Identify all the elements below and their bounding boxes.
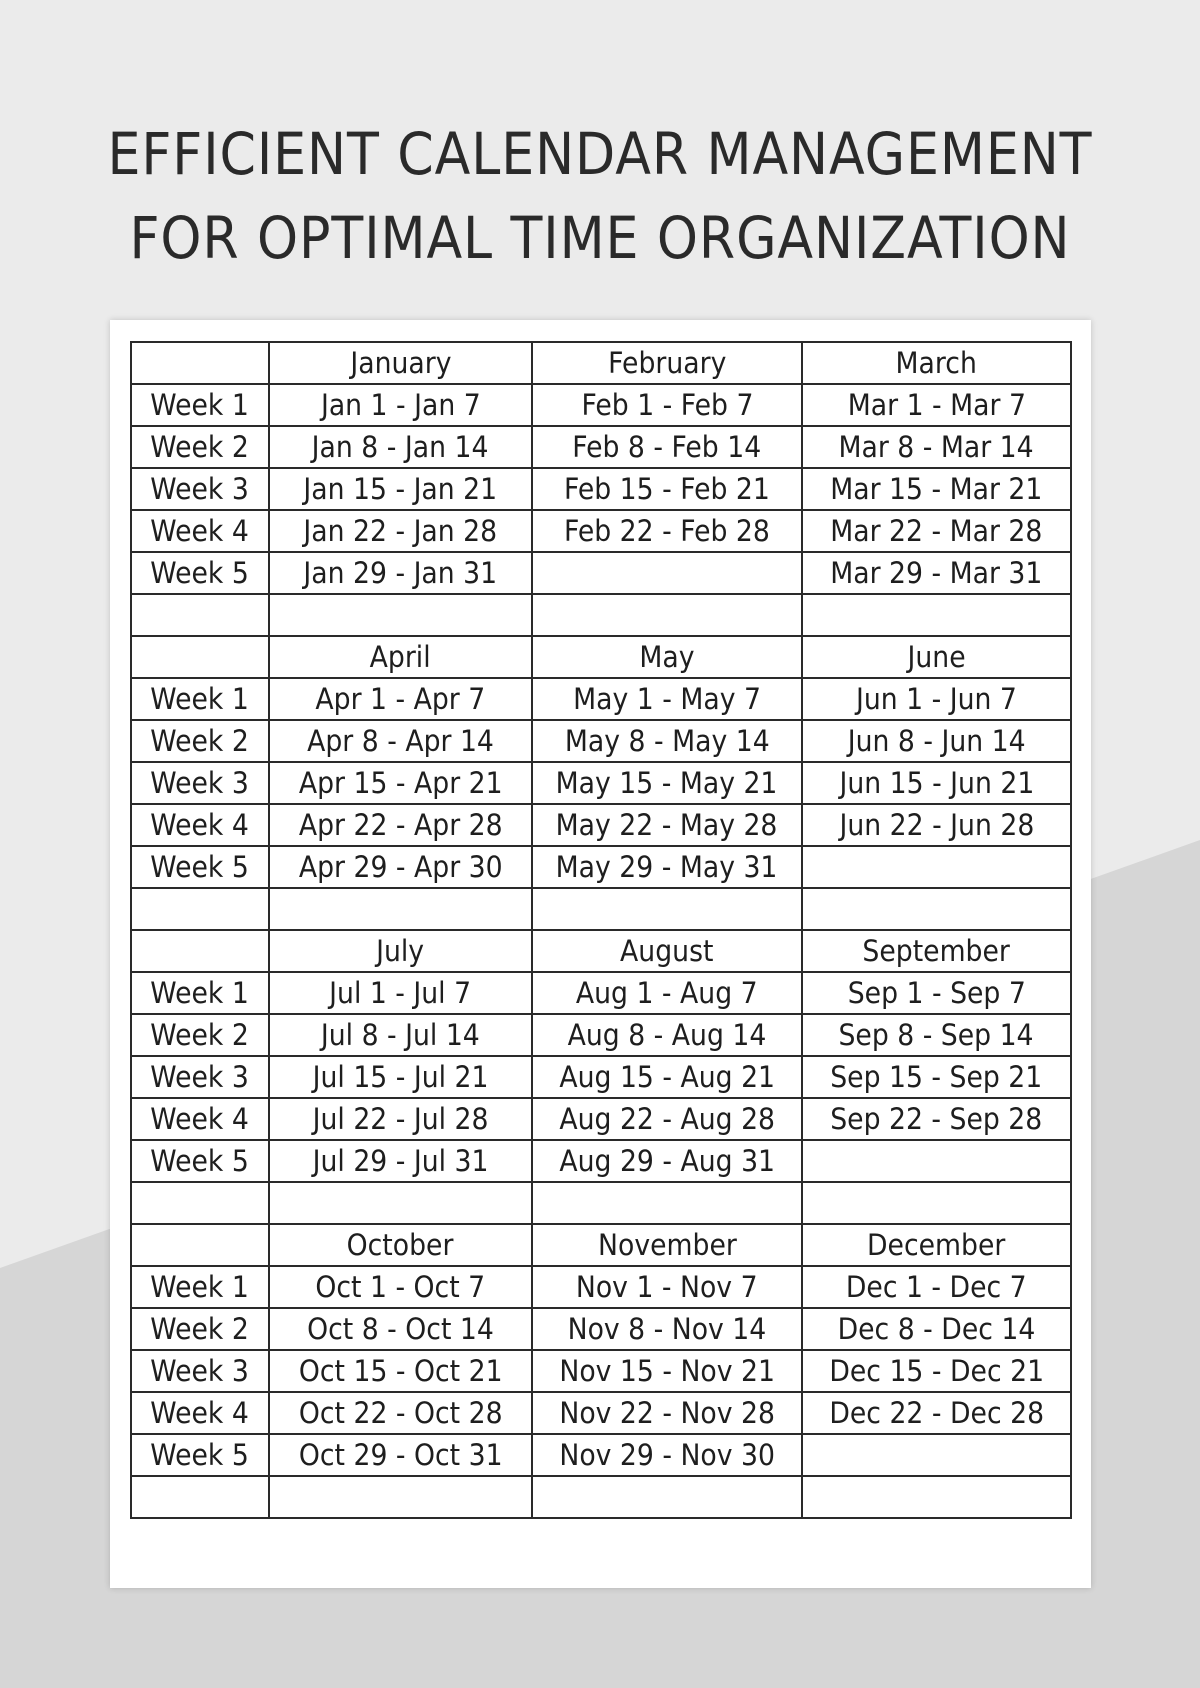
month-header xyxy=(269,1224,532,1266)
blank-cell xyxy=(532,888,802,930)
date-range: Feb 22 - Feb 28 xyxy=(564,514,770,548)
blank-row xyxy=(131,594,1071,636)
calendar-sheet xyxy=(110,320,1091,1588)
date-range-cell xyxy=(802,1014,1071,1056)
week-row xyxy=(131,1392,1071,1434)
date-range-cell xyxy=(269,426,532,468)
date-range-cell xyxy=(269,678,532,720)
week-row xyxy=(131,1266,1071,1308)
week-label: Week 4 xyxy=(150,1102,250,1136)
month-name: June xyxy=(907,640,966,674)
calendar-table xyxy=(130,341,1072,1519)
blank-cell xyxy=(532,594,802,636)
date-range: Sep 1 - Sep 7 xyxy=(847,976,1026,1010)
date-range-cell xyxy=(532,678,802,720)
month-name: September xyxy=(862,934,1011,968)
date-range-cell xyxy=(532,426,802,468)
week-label: Week 4 xyxy=(150,1396,250,1430)
week-row xyxy=(131,804,1071,846)
date-range: May 29 - May 31 xyxy=(556,850,778,884)
date-range-cell xyxy=(269,1266,532,1308)
month-header-row xyxy=(131,930,1071,972)
blank-cell xyxy=(802,1182,1071,1224)
date-range: Oct 8 - Oct 14 xyxy=(307,1312,494,1346)
date-range: Oct 22 - Oct 28 xyxy=(298,1396,503,1430)
week-row xyxy=(131,1098,1071,1140)
date-range-cell xyxy=(532,384,802,426)
corner-cell xyxy=(131,930,269,972)
title-line-2: FOR OPTIMAL TIME ORGANIZATION xyxy=(129,204,1071,272)
month-header xyxy=(532,1224,802,1266)
date-range: Apr 29 - Apr 30 xyxy=(298,850,503,884)
date-range: Sep 22 - Sep 28 xyxy=(830,1102,1043,1136)
date-range: Feb 15 - Feb 21 xyxy=(564,472,770,506)
blank-cell xyxy=(532,1476,802,1518)
date-range-cell xyxy=(269,1140,532,1182)
blank-cell xyxy=(802,1476,1071,1518)
week-row xyxy=(131,384,1071,426)
week-label-cell xyxy=(131,426,269,468)
month-header xyxy=(532,930,802,972)
week-row xyxy=(131,1140,1071,1182)
month-header-row xyxy=(131,342,1071,384)
week-label: Week 3 xyxy=(150,1354,250,1388)
date-range-cell xyxy=(802,426,1071,468)
week-label-cell xyxy=(131,468,269,510)
week-label-cell xyxy=(131,384,269,426)
blank-row xyxy=(131,888,1071,930)
week-label-cell xyxy=(131,1266,269,1308)
date-range-cell xyxy=(532,468,802,510)
date-range-cell xyxy=(269,1350,532,1392)
date-range: Jun 15 - Jun 21 xyxy=(839,766,1034,800)
week-label: Week 4 xyxy=(150,514,250,548)
week-row xyxy=(131,762,1071,804)
date-range-cell xyxy=(532,1308,802,1350)
month-header xyxy=(269,342,532,384)
date-range-cell xyxy=(269,510,532,552)
blank-row xyxy=(131,1476,1071,1518)
date-range-cell xyxy=(532,552,802,594)
date-range: Aug 15 - Aug 21 xyxy=(559,1060,775,1094)
date-range: May 1 - May 7 xyxy=(573,682,761,716)
date-range: Nov 22 - Nov 28 xyxy=(559,1396,775,1430)
date-range: Dec 22 - Dec 28 xyxy=(829,1396,1044,1430)
week-label-cell xyxy=(131,720,269,762)
blank-row xyxy=(131,1182,1071,1224)
month-header xyxy=(802,636,1071,678)
date-range-cell xyxy=(532,1266,802,1308)
week-label: Week 2 xyxy=(150,1018,250,1052)
week-label-cell xyxy=(131,510,269,552)
date-range: Mar 1 - Mar 7 xyxy=(847,388,1026,422)
date-range-cell xyxy=(802,1098,1071,1140)
date-range-cell xyxy=(802,510,1071,552)
date-range: Feb 8 - Feb 14 xyxy=(572,430,762,464)
date-range-cell xyxy=(532,804,802,846)
date-range-cell xyxy=(802,1308,1071,1350)
blank-cell xyxy=(532,1182,802,1224)
date-range-cell xyxy=(532,846,802,888)
week-row xyxy=(131,1056,1071,1098)
blank-cell xyxy=(269,1476,532,1518)
date-range: Jul 22 - Jul 28 xyxy=(312,1102,489,1136)
date-range-cell xyxy=(802,846,1071,888)
week-row xyxy=(131,972,1071,1014)
date-range-cell xyxy=(532,1434,802,1476)
date-range: Mar 29 - Mar 31 xyxy=(830,556,1043,590)
week-label-cell xyxy=(131,1392,269,1434)
date-range: Jun 1 - Jun 7 xyxy=(856,682,1017,716)
date-range: Nov 29 - Nov 30 xyxy=(559,1438,775,1472)
date-range-cell xyxy=(532,762,802,804)
date-range-cell xyxy=(269,1014,532,1056)
date-range: Sep 8 - Sep 14 xyxy=(838,1018,1035,1052)
date-range: Aug 22 - Aug 28 xyxy=(559,1102,775,1136)
date-range-cell xyxy=(269,720,532,762)
date-range: Jun 22 - Jun 28 xyxy=(839,808,1034,842)
week-row xyxy=(131,1014,1071,1056)
blank-cell xyxy=(131,594,269,636)
date-range-cell xyxy=(802,1140,1071,1182)
month-header xyxy=(802,1224,1071,1266)
month-header xyxy=(532,342,802,384)
date-range: Aug 1 - Aug 7 xyxy=(576,976,758,1010)
month-header-row xyxy=(131,636,1071,678)
date-range-cell xyxy=(802,552,1071,594)
date-range: Apr 8 - Apr 14 xyxy=(307,724,494,758)
date-range: Jul 8 - Jul 14 xyxy=(321,1018,480,1052)
date-range-cell xyxy=(802,1392,1071,1434)
date-range: May 15 - May 21 xyxy=(556,766,778,800)
date-range-cell xyxy=(532,720,802,762)
month-name: January xyxy=(349,346,452,380)
week-label: Week 5 xyxy=(150,1438,250,1472)
page-title xyxy=(0,112,1200,280)
week-row xyxy=(131,720,1071,762)
date-range-cell xyxy=(532,1392,802,1434)
date-range-cell xyxy=(802,1056,1071,1098)
date-range-cell xyxy=(802,762,1071,804)
week-row xyxy=(131,1350,1071,1392)
week-label: Week 3 xyxy=(150,1060,250,1094)
date-range-cell xyxy=(532,1098,802,1140)
week-label: Week 2 xyxy=(150,430,250,464)
date-range: Dec 8 - Dec 14 xyxy=(837,1312,1036,1346)
month-header xyxy=(269,636,532,678)
month-name: February xyxy=(607,346,727,380)
date-range-cell xyxy=(269,1056,532,1098)
date-range-cell xyxy=(802,1350,1071,1392)
date-range-cell xyxy=(802,720,1071,762)
date-range: Aug 29 - Aug 31 xyxy=(559,1144,775,1178)
date-range: Oct 29 - Oct 31 xyxy=(298,1438,503,1472)
date-range: Jan 15 - Jan 21 xyxy=(303,472,498,506)
date-range: Jul 15 - Jul 21 xyxy=(312,1060,489,1094)
blank-cell xyxy=(131,1182,269,1224)
week-label: Week 1 xyxy=(150,1270,250,1304)
date-range: Dec 15 - Dec 21 xyxy=(829,1354,1044,1388)
date-range-cell xyxy=(532,1350,802,1392)
week-label: Week 3 xyxy=(150,472,250,506)
week-row xyxy=(131,426,1071,468)
date-range-cell xyxy=(532,972,802,1014)
date-range: Mar 15 - Mar 21 xyxy=(830,472,1043,506)
month-name: March xyxy=(895,346,978,380)
date-range-cell xyxy=(269,804,532,846)
month-name: October xyxy=(347,1228,454,1262)
month-name: August xyxy=(620,934,714,968)
date-range: Apr 22 - Apr 28 xyxy=(298,808,503,842)
month-header xyxy=(802,342,1071,384)
calendar-body xyxy=(131,342,1071,1518)
date-range: Jul 1 - Jul 7 xyxy=(329,976,472,1010)
date-range: Aug 8 - Aug 14 xyxy=(567,1018,767,1052)
month-header xyxy=(269,930,532,972)
blank-cell xyxy=(802,594,1071,636)
week-label: Week 5 xyxy=(150,850,250,884)
date-range-cell xyxy=(269,468,532,510)
week-row xyxy=(131,1434,1071,1476)
date-range-cell xyxy=(532,1014,802,1056)
date-range: Nov 8 - Nov 14 xyxy=(567,1312,767,1346)
week-label-cell xyxy=(131,1434,269,1476)
date-range-cell xyxy=(532,1140,802,1182)
blank-cell xyxy=(131,888,269,930)
week-row xyxy=(131,552,1071,594)
date-range-cell xyxy=(269,762,532,804)
date-range: May 22 - May 28 xyxy=(556,808,778,842)
week-label-cell xyxy=(131,762,269,804)
date-range: Oct 15 - Oct 21 xyxy=(298,1354,503,1388)
date-range-cell xyxy=(802,972,1071,1014)
date-range-cell xyxy=(532,510,802,552)
date-range: Nov 1 - Nov 7 xyxy=(576,1270,758,1304)
date-range-cell xyxy=(269,846,532,888)
week-label-cell xyxy=(131,1140,269,1182)
blank-cell xyxy=(269,594,532,636)
date-range: Jan 1 - Jan 7 xyxy=(320,388,481,422)
date-range-cell xyxy=(269,552,532,594)
week-label-cell xyxy=(131,846,269,888)
blank-cell xyxy=(802,888,1071,930)
date-range: Mar 8 - Mar 14 xyxy=(838,430,1035,464)
date-range-cell xyxy=(269,384,532,426)
date-range-cell xyxy=(532,1056,802,1098)
week-label: Week 5 xyxy=(150,556,250,590)
week-label: Week 1 xyxy=(150,682,250,716)
date-range-cell xyxy=(269,972,532,1014)
week-label: Week 1 xyxy=(150,976,250,1010)
date-range-cell xyxy=(802,468,1071,510)
date-range: Sep 15 - Sep 21 xyxy=(830,1060,1043,1094)
week-label-cell xyxy=(131,1014,269,1056)
date-range-cell xyxy=(269,1392,532,1434)
date-range-cell xyxy=(802,678,1071,720)
date-range-cell xyxy=(802,1266,1071,1308)
date-range: Oct 1 - Oct 7 xyxy=(315,1270,486,1304)
date-range-cell xyxy=(269,1434,532,1476)
week-row xyxy=(131,510,1071,552)
week-label-cell xyxy=(131,1098,269,1140)
week-label-cell xyxy=(131,804,269,846)
date-range-cell xyxy=(802,1434,1071,1476)
month-header xyxy=(532,636,802,678)
week-label: Week 2 xyxy=(150,1312,250,1346)
title-line-1: EFFICIENT CALENDAR MANAGEMENT xyxy=(107,120,1093,188)
week-row xyxy=(131,468,1071,510)
date-range: Jan 8 - Jan 14 xyxy=(312,430,489,464)
corner-cell xyxy=(131,342,269,384)
month-name: April xyxy=(369,640,431,674)
week-label: Week 1 xyxy=(150,388,250,422)
date-range-cell xyxy=(802,384,1071,426)
blank-cell xyxy=(131,1476,269,1518)
date-range: Dec 1 - Dec 7 xyxy=(846,1270,1027,1304)
week-row xyxy=(131,678,1071,720)
week-label-cell xyxy=(131,678,269,720)
blank-cell xyxy=(269,888,532,930)
week-label-cell xyxy=(131,552,269,594)
date-range: Jul 29 - Jul 31 xyxy=(312,1144,489,1178)
date-range: Mar 22 - Mar 28 xyxy=(830,514,1043,548)
week-row xyxy=(131,846,1071,888)
corner-cell xyxy=(131,636,269,678)
date-range: Apr 1 - Apr 7 xyxy=(315,682,486,716)
month-name: December xyxy=(867,1228,1006,1262)
month-header xyxy=(802,930,1071,972)
week-label: Week 3 xyxy=(150,766,250,800)
month-name: May xyxy=(639,640,695,674)
date-range: Apr 15 - Apr 21 xyxy=(298,766,503,800)
date-range-cell xyxy=(802,804,1071,846)
week-label-cell xyxy=(131,1350,269,1392)
week-label-cell xyxy=(131,972,269,1014)
date-range: Feb 1 - Feb 7 xyxy=(581,388,753,422)
date-range-cell xyxy=(269,1308,532,1350)
date-range: Jan 22 - Jan 28 xyxy=(303,514,498,548)
month-header-row xyxy=(131,1224,1071,1266)
week-row xyxy=(131,1308,1071,1350)
week-label-cell xyxy=(131,1056,269,1098)
date-range: May 8 - May 14 xyxy=(564,724,770,758)
week-label: Week 5 xyxy=(150,1144,250,1178)
month-name: November xyxy=(597,1228,737,1262)
blank-cell xyxy=(269,1182,532,1224)
week-label-cell xyxy=(131,1308,269,1350)
date-range: Jan 29 - Jan 31 xyxy=(303,556,498,590)
date-range-cell xyxy=(269,1098,532,1140)
week-label: Week 4 xyxy=(150,808,250,842)
month-name: July xyxy=(376,934,425,968)
week-label: Week 2 xyxy=(150,724,250,758)
date-range: Jun 8 - Jun 14 xyxy=(847,724,1026,758)
corner-cell xyxy=(131,1224,269,1266)
date-range: Nov 15 - Nov 21 xyxy=(559,1354,775,1388)
